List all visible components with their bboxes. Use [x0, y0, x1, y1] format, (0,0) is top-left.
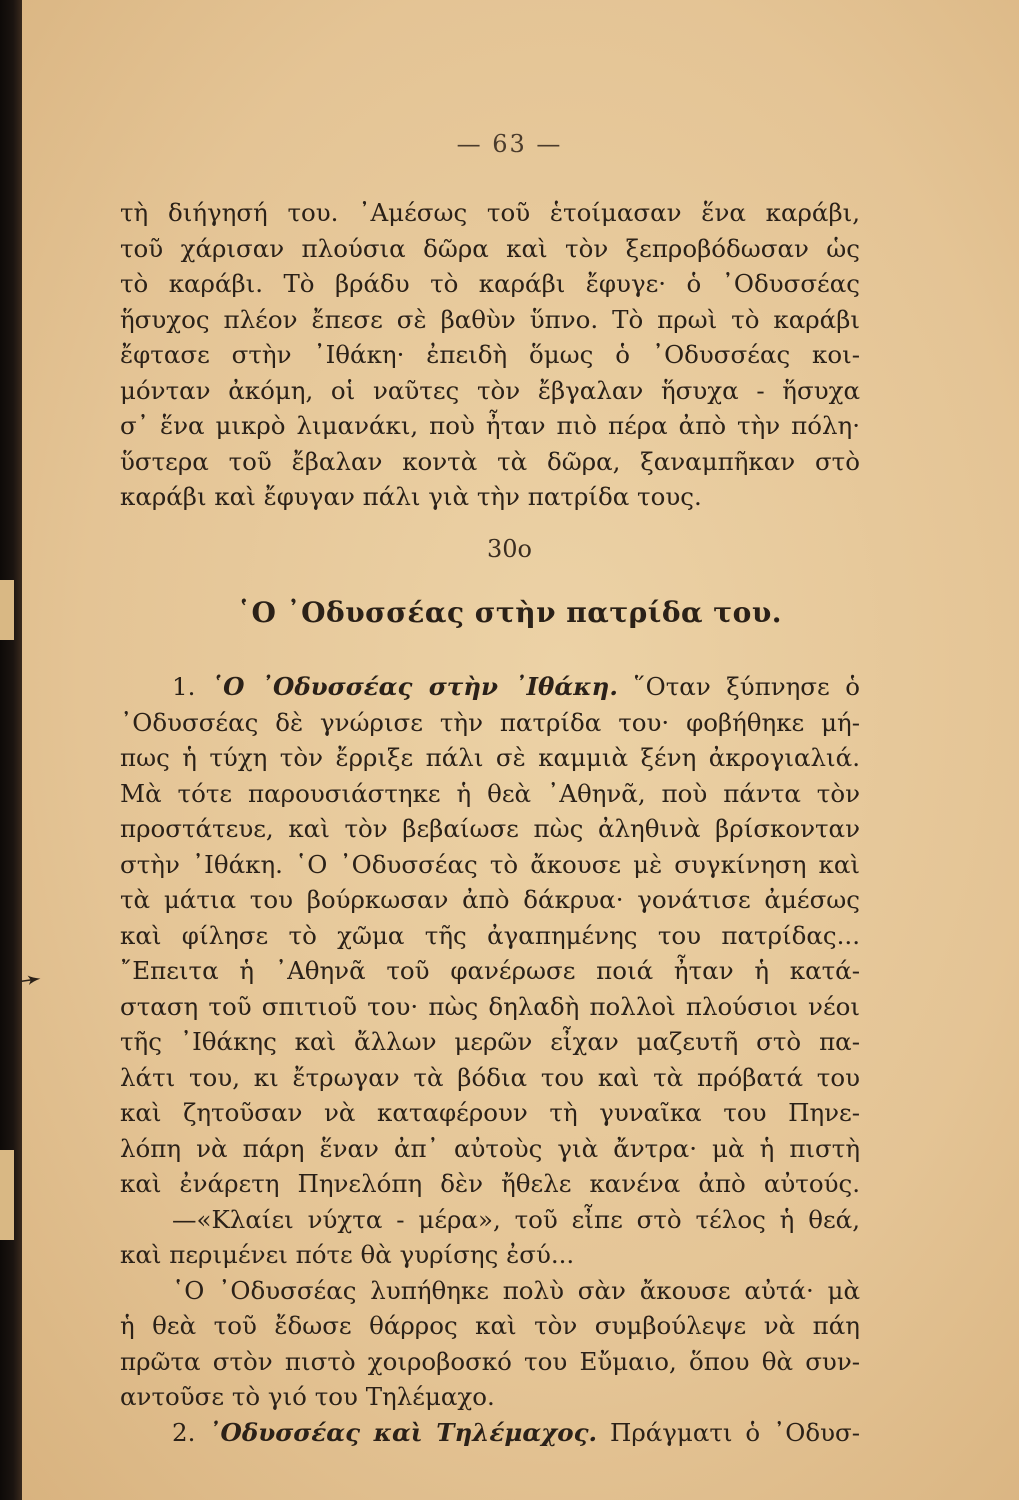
text-line: τοῦ χάρισαν πλούσια δῶρα καὶ τὸν ξεπροβόδωσαν ὡς	[120, 233, 860, 263]
text-line: καράβι καὶ ἔφυγαν πάλι γιὰ τὴν πατρίδα τους.	[120, 482, 702, 511]
text-line: λόπη νὰ πάρη ἕναν ἀπ᾿ αὐτοὺς γιὰ ἄντρα· μὰ ἡ πιστὴ	[120, 1133, 860, 1163]
chapter-body	[120, 669, 860, 1450]
margin-arrow-mark: ➛	[18, 963, 44, 997]
text-line: καὶ περιμένει πότε θὰ γυρίσης ἐσύ...	[120, 1240, 575, 1269]
text-line: στὴν ᾿Ιθάκη. ῾Ο ᾿Οδυσσέας τὸ ἄκουσε μὲ συγκίνηση καὶ	[120, 849, 860, 879]
page-number: — 63 —	[456, 130, 563, 158]
text-line: πρῶτα στὸν πιστὸ χοιροβοσκό του Εὔμαιο, ὅπου θὰ συν-	[120, 1346, 860, 1376]
quote-line: —«Κλαίει νύχτα - μέρα», τοῦ εἶπε στὸ τέλος ἡ θεά,	[172, 1204, 860, 1234]
page-binding-edge	[0, 0, 22, 1500]
text-line: αντοῦσε τὸ γιό του Τηλέμαχο.	[120, 1382, 495, 1411]
text-line: πως ἡ τύχη τὸν ἔρριξε πάλι σὲ καμμιὰ ξένη ἀκρογιαλιά.	[120, 743, 860, 772]
text-line: καὶ φίλησε τὸ χῶμα τῆς ἀγαπημένης του πατρίδας...	[120, 920, 860, 950]
paragraph-first-line	[120, 1415, 860, 1451]
text-line: Μὰ τότε παρουσιάστηκε ἡ θεὰ ᾿Αθηνᾶ, ποὺ πάντα τὸν	[120, 778, 860, 808]
text-line: ῾Ο ᾿Οδυσσέας λυπήθηκε πολὺ σὰν ἄκουσε αὐτά· μὰ	[172, 1275, 860, 1305]
text-line: καὶ ζητοῦσαν νὰ καταφέρουν τὴ γυναῖκα του Πηνε-	[120, 1098, 860, 1127]
paragraph-number: 2.	[172, 1417, 196, 1447]
text-line: ῎Επειτα ἡ ᾿Αθηνᾶ τοῦ φανέρωσε ποιά ἦταν ἡ κατά-	[120, 956, 860, 985]
subsection-heading: ᾿Οδυσσέας καὶ Τηλέμαχος.	[208, 1417, 598, 1447]
text-fragment: ῞Οταν ξύπνησε ὁ	[633, 672, 860, 701]
chapter-title: ῾Ο ᾿Οδυσσέας στὴν πατρίδα του.	[236, 596, 783, 629]
paragraph-number: 1.	[172, 672, 196, 701]
paragraph-continued	[120, 195, 860, 515]
text-line: ἔφτασε στὴν ᾿Ιθάκη· ἐπειδὴ ὅμως ὁ ᾿Οδυσσέας κοι-	[120, 340, 860, 369]
text-line: σταση τοῦ σπιτιοῦ του· πὼς δηλαδὴ πολλοὶ πλούσιοι νέοι	[120, 991, 860, 1021]
text-line: ἥσυχος πλέον ἔπεσε σὲ βαθὺν ὕπνο. Τὸ πρωὶ τὸ καράβι	[120, 304, 860, 334]
text-line: τῆς ᾿Ιθάκης καὶ ἄλλων μερῶν εἶχαν μαζευτῆ στὸ πα-	[120, 1027, 860, 1056]
text-line: προστάτευε, καὶ τὸν βεβαίωσε πὼς ἀληθινὰ βρίσκονταν	[120, 814, 860, 843]
text-line: ὕστερα τοῦ ἔβαλαν κοντὰ τὰ δῶρα, ξαναμπῆκαν στὸ	[120, 446, 860, 476]
text-line: λάτι του, κι ἔτρωγαν τὰ βόδια του καὶ τὰ πρόβατά του	[120, 1062, 860, 1092]
text-line: τὰ μάτια του βούρκωσαν ἀπὸ δάκρυα· γονάτισε ἀμέσως	[120, 885, 860, 914]
binding-gap	[0, 1150, 14, 1240]
text-line: ᾿Οδυσσέας δὲ γνώρισε τὴν πατρίδα του· φοβήθηκε μή-	[120, 707, 860, 737]
text-line: ἡ θεὰ τοῦ ἔδωσε θάρρος καὶ τὸν συμβούλεψε νὰ πάη	[120, 1311, 860, 1340]
text-line: τὸ καράβι. Τὸ βράδυ τὸ καράβι ἔφυγε· ὁ ᾿Οδυσσέας	[120, 269, 860, 298]
text-line: καὶ ἐνάρετη Πηνελόπη δὲν ἤθελε κανένα ἀπὸ αὐτούς.	[120, 1169, 860, 1198]
text-line: μόνταν ἀκόμη, οἱ ναῦτες τὸν ἔβγαλαν ἥσυχα - ἥσυχα	[120, 375, 860, 405]
text-line: σ᾿ ἕνα μικρὸ λιμανάκι, ποὺ ἦταν πιὸ πέρα ἀπὸ τὴν πόλη·	[120, 411, 860, 440]
text-fragment: Πράγματι ὁ ᾿Οδυσ-	[609, 1417, 860, 1447]
text-line: τὴ διήγησή του. ᾿Αμέσως τοῦ ἑτοίμασαν ἕνα καράβι,	[120, 198, 860, 227]
section-number: 30ο	[487, 535, 532, 563]
subsection-heading: ῾Ο ᾿Οδυσσέας στὴν ᾿Ιθάκη.	[210, 672, 618, 701]
paragraph-first-line	[120, 669, 860, 705]
